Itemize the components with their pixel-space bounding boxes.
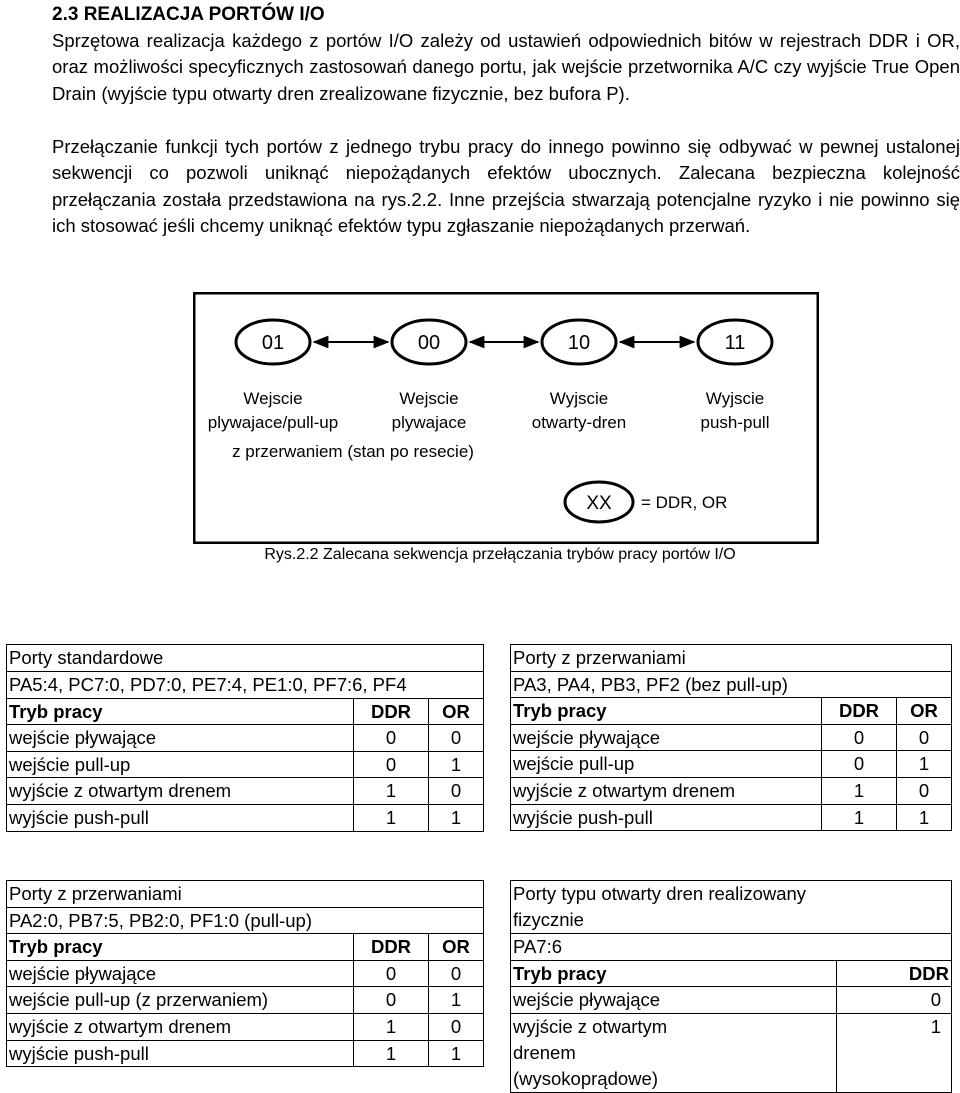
cell-ddr: 0 <box>354 751 429 778</box>
switching-paragraph: Przełączanie funkcji tych portów z jednego trybu pracy do innego powinno się odbywać w pewnej ustalonej sekwencji co pozwoli uniknąć niepożądanych efektów ubocznych. Zalecana bezpieczna kolejność przełączania została przedstawiona na rys.2.2. Inne przejścia stwarzają potencjalne ryzyko i nie powinno się ich stosować jeśli chcemy uniknąć efektów typu zgłaszanie niepożądanych przerwań. <box>52 136 960 237</box>
cell-or: 0 <box>429 778 484 805</box>
table-subtitle: PA3, PA4, PB3, PF2 (bez pull-up) <box>511 671 952 698</box>
figure-caption: Rys.2.2 Zalecana sekwencja przełączania trybów pracy portów I/O <box>264 546 736 563</box>
cell-or: 1 <box>429 1040 484 1067</box>
table-row <box>7 778 484 805</box>
cell-ddr: 0 <box>822 724 897 751</box>
table-row <box>511 751 952 778</box>
legend-text: = DDR, OR <box>641 493 728 512</box>
state-01-label-2: plywajace/pull-up <box>207 413 339 432</box>
cell-mode: wejście pływające <box>7 725 354 752</box>
cell-mode: wyjście push-pull <box>511 804 822 831</box>
cell-mode: wejście pływające <box>511 987 837 1014</box>
interrupt-ports-pullup-table <box>6 880 484 1067</box>
table-subtitle: PA2:0, PB7:5, PB2:0, PF1:0 (pull-up) <box>7 907 484 934</box>
cell-ddr: 0 <box>837 987 952 1014</box>
header-mode: Tryb pracy <box>7 934 354 961</box>
header-ddr: DDR <box>822 698 897 725</box>
cell-mode: wyjście push-pull <box>7 804 354 831</box>
cell-or: 1 <box>897 804 952 831</box>
cell-ddr: 0 <box>354 725 429 752</box>
table-row <box>7 987 484 1014</box>
cell-mode: wyjście z otwartym drenem <box>7 1013 354 1040</box>
cell-ddr: 0 <box>822 751 897 778</box>
header-or: OR <box>429 698 484 725</box>
cell-ddr: 0 <box>354 960 429 987</box>
mode-sequence-diagram <box>193 292 819 544</box>
header-ddr: DDR <box>837 960 952 987</box>
header-ddr: DDR <box>354 698 429 725</box>
cell-or: 0 <box>429 725 484 752</box>
interrupt-ports-no-pullup-table <box>510 644 952 831</box>
table-row <box>511 724 952 751</box>
state-10-label-2: otwarty-dren <box>531 413 627 432</box>
state-01-label-1: Wejscie <box>243 389 303 408</box>
state-10-code: 10 <box>567 332 591 354</box>
cell-mode: wyjście z otwartym drenem <box>511 777 822 804</box>
cell-ddr: 1 <box>354 1040 429 1067</box>
state-00-label-1: Wejscie <box>399 389 459 408</box>
cell-or: 1 <box>429 751 484 778</box>
table-title: Porty typu otwarty dren realizowany fizycznie <box>511 881 952 934</box>
state-01-code: 01 <box>261 332 285 354</box>
table-row <box>7 725 484 752</box>
cell-mode: wejście pull-up (z przerwaniem) <box>7 987 354 1014</box>
header-mode: Tryb pracy <box>511 698 822 725</box>
table-title: Porty standardowe <box>7 645 484 672</box>
open-drain-ports-table <box>510 880 952 1093</box>
cell-or: 1 <box>897 751 952 778</box>
table-subtitle: PA5:4, PC7:0, PD7:0, PE7:4, PE1:0, PF7:6, PF4 <box>7 671 484 698</box>
cell-ddr: 0 <box>354 987 429 1014</box>
cell-mode: wejście pływające <box>511 724 822 751</box>
table-subtitle: PA7:6 <box>511 934 952 961</box>
cell-mode: wyjście z otwartym drenem (wysokoprądowe) <box>511 1013 837 1092</box>
cell-mode: wyjście z otwartym drenem <box>7 778 354 805</box>
cell-ddr: 1 <box>354 804 429 831</box>
table-title: Porty z przerwaniami <box>511 645 952 672</box>
table-row <box>511 804 952 831</box>
cell-mode: wejście pływające <box>7 960 354 987</box>
cell-ddr: 1 <box>837 1013 952 1092</box>
state-11-code: 11 <box>724 332 746 354</box>
cell-ddr: 1 <box>354 778 429 805</box>
cell-ddr: 1 <box>822 804 897 831</box>
state-11-label-2: push-pull <box>700 413 770 432</box>
header-ddr: DDR <box>354 934 429 961</box>
table-row <box>7 804 484 831</box>
cell-or: 1 <box>429 987 484 1014</box>
cell-mode: wyjście push-pull <box>7 1040 354 1067</box>
header-or: OR <box>429 934 484 961</box>
state-11-label-1: Wyjscie <box>705 389 765 408</box>
table-row <box>511 1013 952 1092</box>
state-10-label-1: Wyjscie <box>549 389 609 408</box>
cell-mode: wejście pull-up <box>511 751 822 778</box>
cell-or: 1 <box>429 804 484 831</box>
cell-or: 0 <box>897 724 952 751</box>
cell-or: 0 <box>429 960 484 987</box>
table-row <box>511 777 952 804</box>
intro-paragraph: Sprzętowa realizacja każdego z portów I/O zależy od ustawień odpowiednich bitów w rejestrach DDR i OR, oraz możliwości specyficznych zastosowań danego portu, jak wejście przetwornika A/C czy wyjście True Open Drain (wyjście typu otwarty dren zrealizowane fizycznie, bez bufora P). <box>52 30 960 104</box>
table-row <box>511 987 952 1014</box>
header-mode: Tryb pracy <box>511 960 837 987</box>
cell-mode: wejście pull-up <box>7 751 354 778</box>
table-row <box>7 751 484 778</box>
table-title: Porty z przerwaniami <box>7 881 484 908</box>
table-row <box>7 960 484 987</box>
cell-ddr: 1 <box>354 1013 429 1040</box>
cell-or: 0 <box>429 1013 484 1040</box>
table-row <box>7 1040 484 1067</box>
reset-note: z przerwaniem (stan po resecie) <box>232 442 474 461</box>
cell-ddr: 1 <box>822 777 897 804</box>
header-or: OR <box>897 698 952 725</box>
table-row <box>7 1013 484 1040</box>
state-00-code: 00 <box>417 332 441 354</box>
state-00-label-2: plywajace <box>391 413 467 432</box>
header-mode: Tryb pracy <box>7 698 354 725</box>
standard-ports-table <box>6 644 484 832</box>
legend-code: XX <box>586 493 612 514</box>
cell-or: 0 <box>897 777 952 804</box>
section-heading: 2.3 REALIZACJA PORTÓW I/O <box>52 4 325 25</box>
